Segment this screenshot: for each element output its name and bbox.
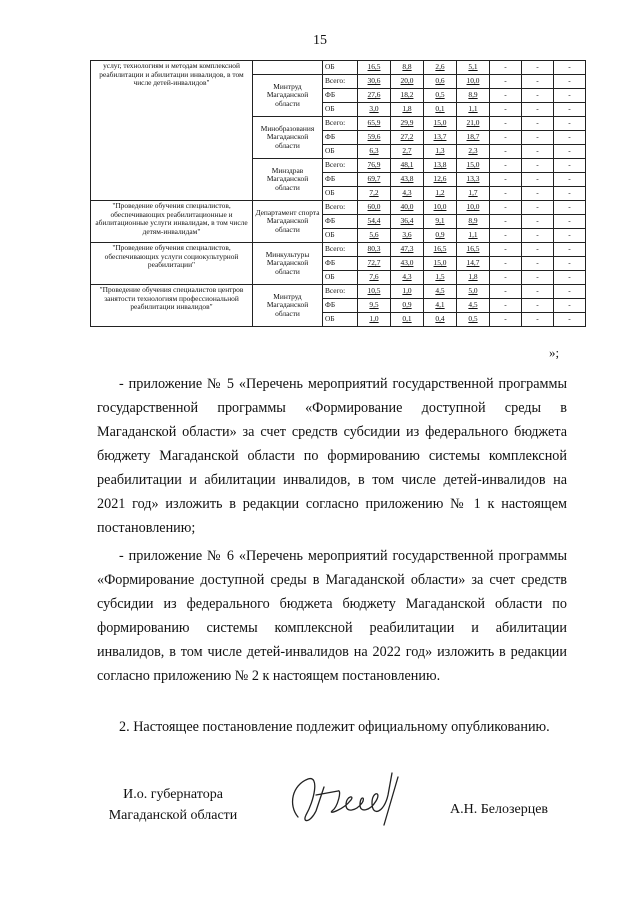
empty-year-cell: - (554, 61, 586, 75)
amount-cell: 13,8 (424, 159, 457, 173)
empty-year-cell: - (490, 229, 522, 243)
funding-source-cell: Всего: (323, 159, 358, 173)
signatory-position-line1: И.о. губернатора (123, 787, 223, 802)
empty-year-cell: - (490, 145, 522, 159)
empty-year-cell: - (522, 299, 554, 313)
table-row (91, 201, 586, 215)
executor-cell: Минтруд Магаданской области (253, 75, 323, 117)
amount-cell: 1,3 (424, 145, 457, 159)
amount-cell: 21,0 (457, 117, 490, 131)
page-number: 15 (313, 33, 327, 48)
table-row (91, 285, 586, 299)
empty-year-cell: - (522, 159, 554, 173)
empty-year-cell: - (522, 89, 554, 103)
amount-cell: 13,7 (424, 131, 457, 145)
executor-cell: Минобразования Магаданской области (253, 117, 323, 159)
amount-cell: 43,8 (391, 173, 424, 187)
funding-source-cell: Всего: (323, 201, 358, 215)
empty-year-cell: - (554, 173, 586, 187)
amendment-item-2 (97, 544, 567, 688)
table-row (91, 243, 586, 257)
empty-year-cell: - (522, 117, 554, 131)
amount-cell: 0,1 (391, 313, 424, 327)
funding-source-cell: ОБ (323, 61, 358, 75)
empty-year-cell: - (522, 173, 554, 187)
amount-cell: 9,5 (358, 299, 391, 313)
empty-year-cell: - (522, 187, 554, 201)
amount-cell: 14,7 (457, 257, 490, 271)
empty-year-cell: - (490, 271, 522, 285)
amount-cell: 5,6 (358, 229, 391, 243)
table-row (91, 61, 586, 75)
empty-year-cell: - (522, 61, 554, 75)
publication-clause-text: 2. Настоящее постановление подлежит официальному опубликованию. (119, 719, 550, 735)
program-measure-cell: "Проведение обучения специалистов, обеспечивающих услуги социокультурной реабилитации" (91, 243, 253, 285)
amount-cell: 80,3 (358, 243, 391, 257)
amount-cell: 5,1 (457, 61, 490, 75)
program-measure-cell: "Проведение обучения специалистов, обеспечивающих реабилитационные и абилитационные услуги инвалидам, в том числе детям-инвалидам" (91, 201, 253, 243)
amount-cell: 1,8 (391, 103, 424, 117)
amount-cell: 27,6 (358, 89, 391, 103)
amount-cell: 18,7 (457, 131, 490, 145)
amount-cell: 0,4 (424, 313, 457, 327)
amount-cell: 16,5 (457, 243, 490, 257)
empty-year-cell: - (554, 257, 586, 271)
amount-cell: 12,6 (424, 173, 457, 187)
amount-cell: 48,1 (391, 159, 424, 173)
empty-year-cell: - (490, 75, 522, 89)
amount-cell: 10,0 (457, 201, 490, 215)
amount-cell: 1,5 (424, 271, 457, 285)
amount-cell: 3,0 (358, 103, 391, 117)
amount-cell: 15,0 (424, 117, 457, 131)
empty-year-cell: - (490, 257, 522, 271)
table-closing-quote: »; (549, 345, 560, 360)
executor-cell: Минтруд Магаданской области (253, 285, 323, 327)
amount-cell: 4,3 (391, 271, 424, 285)
amount-cell: 1,0 (358, 313, 391, 327)
amount-cell: 8,9 (457, 89, 490, 103)
empty-year-cell: - (490, 243, 522, 257)
empty-year-cell: - (490, 117, 522, 131)
executor-cell: Минкультуры Магаданской области (253, 243, 323, 285)
amount-cell: 20,0 (391, 75, 424, 89)
empty-year-cell: - (554, 187, 586, 201)
empty-year-cell: - (490, 187, 522, 201)
amount-cell: 1,0 (391, 285, 424, 299)
funding-source-cell: ФБ (323, 89, 358, 103)
empty-year-cell: - (490, 131, 522, 145)
empty-year-cell: - (554, 215, 586, 229)
amount-cell: 15,0 (424, 257, 457, 271)
funding-source-cell: ФБ (323, 173, 358, 187)
funding-source-cell: ОБ (323, 271, 358, 285)
funding-source-cell: ОБ (323, 313, 358, 327)
empty-year-cell: - (554, 159, 586, 173)
empty-year-cell: - (522, 285, 554, 299)
amount-cell: 2,3 (457, 145, 490, 159)
empty-year-cell: - (522, 131, 554, 145)
empty-year-cell: - (490, 201, 522, 215)
amount-cell: 10,0 (424, 201, 457, 215)
amount-cell: 69,7 (358, 173, 391, 187)
amount-cell: 0,9 (424, 229, 457, 243)
amendment-item-1-text: - приложение № 5 «Перечень мероприятий государственной программы государственной программы «Формирование доступной среды в Магаданской области» за счет средств субсидии из федерального бюджета бюджету Магаданской области по формированию системы комплексной реабилитации и абилитации инвалидов, в том числе детей-инвалидов на 2021 год» изложить в редакции согласно приложению № 1 к настоящем постановлению; (97, 376, 567, 536)
amount-cell: 43,0 (391, 257, 424, 271)
empty-year-cell: - (490, 215, 522, 229)
funding-source-cell: ФБ (323, 131, 358, 145)
amount-cell: 1,2 (424, 187, 457, 201)
funding-source-cell: Всего: (323, 243, 358, 257)
amount-cell: 27,2 (391, 131, 424, 145)
funding-source-cell: ФБ (323, 299, 358, 313)
executor-cell (253, 61, 323, 75)
amount-cell: 2,7 (391, 145, 424, 159)
handwritten-signature-icon (280, 765, 410, 835)
amount-cell: 59,6 (358, 131, 391, 145)
signatory-name: А.Н. Белозерцев (450, 802, 549, 817)
empty-year-cell: - (490, 285, 522, 299)
empty-year-cell: - (554, 313, 586, 327)
amount-cell: 4,5 (457, 299, 490, 313)
signatory-position-line2: Магаданской области (108, 808, 238, 823)
amount-cell: 6,3 (358, 145, 391, 159)
empty-year-cell: - (522, 201, 554, 215)
signatory-position (88, 784, 258, 826)
funding-source-cell: ОБ (323, 229, 358, 243)
amount-cell: 15,0 (457, 159, 490, 173)
executor-cell: Минздрав Магаданской области (253, 159, 323, 201)
table-body (91, 61, 586, 327)
program-measure-cell: "Проведение обучения специалистов центров занятости технологиям профессиональной реабилитации инвалидов" (91, 285, 253, 327)
amount-cell: 7,6 (358, 271, 391, 285)
funding-source-cell: ОБ (323, 187, 358, 201)
amendment-item-2-text: - приложение № 6 «Перечень мероприятий государственной программы «Формирование доступной среды в Магаданской области» за счет средств субсидии из федерального бюджета бюджету Магаданской области по формированию системы комплексной реабилитации и абилитации инвалидов, в том числе детей-инвалидов на 2022 год» изложить в редакции согласно приложению № 2 к настоящем постановлению. (97, 548, 567, 684)
amount-cell: 3,6 (391, 229, 424, 243)
amount-cell: 2,6 (424, 61, 457, 75)
executor-cell: Департамент спорта Магаданской области (253, 201, 323, 243)
empty-year-cell: - (522, 257, 554, 271)
amount-cell: 29,9 (391, 117, 424, 131)
empty-year-cell: - (554, 103, 586, 117)
amount-cell: 8,9 (457, 215, 490, 229)
amendment-item-1 (97, 372, 567, 540)
amount-cell: 1,1 (457, 229, 490, 243)
empty-year-cell: - (554, 285, 586, 299)
empty-year-cell: - (522, 145, 554, 159)
empty-year-cell: - (554, 131, 586, 145)
empty-year-cell: - (554, 229, 586, 243)
amount-cell: 9,1 (424, 215, 457, 229)
empty-year-cell: - (522, 215, 554, 229)
empty-year-cell: - (490, 89, 522, 103)
funding-source-cell: ФБ (323, 257, 358, 271)
amount-cell: 18,2 (391, 89, 424, 103)
amount-cell: 16,5 (358, 61, 391, 75)
empty-year-cell: - (522, 271, 554, 285)
amount-cell: 0,5 (424, 89, 457, 103)
amount-cell: 0,5 (457, 313, 490, 327)
empty-year-cell: - (490, 159, 522, 173)
amount-cell: 30,6 (358, 75, 391, 89)
funding-source-cell: ОБ (323, 103, 358, 117)
funding-source-cell: ФБ (323, 215, 358, 229)
amount-cell: 40,0 (391, 201, 424, 215)
amount-cell: 36,4 (391, 215, 424, 229)
empty-year-cell: - (490, 61, 522, 75)
amount-cell: 10,0 (457, 75, 490, 89)
amount-cell: 16,5 (424, 243, 457, 257)
funding-source-cell: Всего: (323, 117, 358, 131)
amount-cell: 4,3 (391, 187, 424, 201)
amount-cell: 0,9 (391, 299, 424, 313)
empty-year-cell: - (554, 117, 586, 131)
amount-cell: 5,0 (457, 285, 490, 299)
amount-cell: 13,3 (457, 173, 490, 187)
empty-year-cell: - (554, 145, 586, 159)
funding-source-cell: Всего: (323, 285, 358, 299)
empty-year-cell: - (554, 89, 586, 103)
amount-cell: 65,9 (358, 117, 391, 131)
amount-cell: 10,5 (358, 285, 391, 299)
empty-year-cell: - (490, 313, 522, 327)
amount-cell: 7,2 (358, 187, 391, 201)
empty-year-cell: - (522, 243, 554, 257)
budget-table (90, 60, 586, 327)
program-measure-cell: услуг, технологиям и методам комплексной реабилитации и абилитации инвалидов, в том числе детей-инвалидов" (91, 61, 253, 201)
empty-year-cell: - (522, 103, 554, 117)
empty-year-cell: - (522, 75, 554, 89)
amount-cell: 47,3 (391, 243, 424, 257)
amount-cell: 1,7 (457, 187, 490, 201)
empty-year-cell: - (554, 271, 586, 285)
amount-cell: 4,5 (424, 285, 457, 299)
amount-cell: 8,8 (391, 61, 424, 75)
empty-year-cell: - (554, 243, 586, 257)
amount-cell: 0,6 (424, 75, 457, 89)
amount-cell: 1,1 (457, 103, 490, 117)
empty-year-cell: - (490, 299, 522, 313)
empty-year-cell: - (554, 75, 586, 89)
empty-year-cell: - (490, 103, 522, 117)
empty-year-cell: - (554, 299, 586, 313)
empty-year-cell: - (490, 173, 522, 187)
funding-source-cell: Всего: (323, 75, 358, 89)
empty-year-cell: - (522, 313, 554, 327)
amount-cell: 1,8 (457, 271, 490, 285)
funding-source-cell: ОБ (323, 145, 358, 159)
amount-cell: 0,1 (424, 103, 457, 117)
amount-cell: 54,4 (358, 215, 391, 229)
empty-year-cell: - (522, 229, 554, 243)
empty-year-cell: - (554, 201, 586, 215)
amount-cell: 72,7 (358, 257, 391, 271)
amount-cell: 4,1 (424, 299, 457, 313)
amount-cell: 60,0 (358, 201, 391, 215)
amount-cell: 76,9 (358, 159, 391, 173)
publication-clause (97, 715, 567, 739)
